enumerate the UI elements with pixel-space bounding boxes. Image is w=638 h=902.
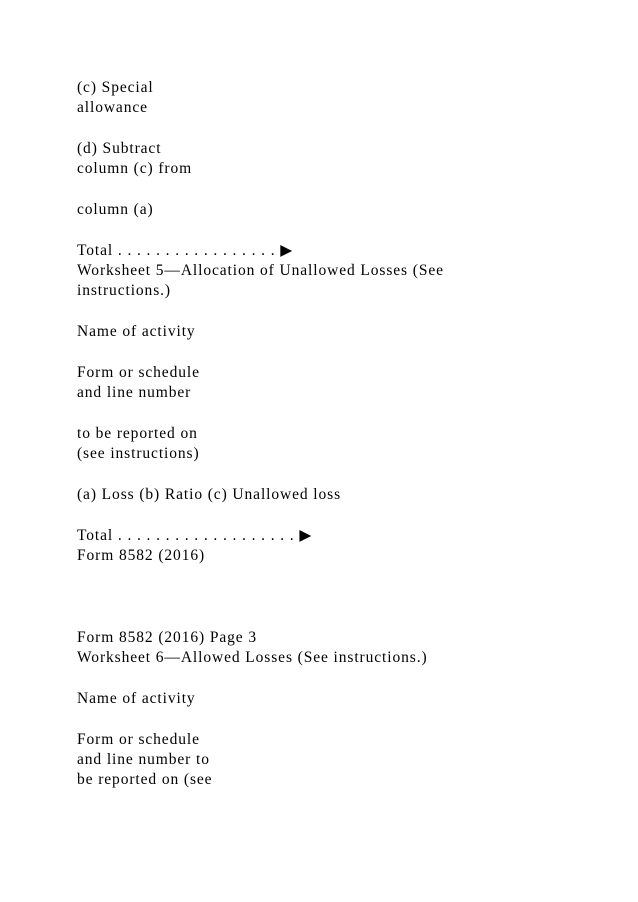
text-line-total-1: Total . . . . . . . . . . . . . . . . . ▶ [77, 242, 294, 259]
text-line-column-c-from: column (c) from [77, 160, 193, 177]
text-line-instructions: instructions.) [77, 282, 171, 299]
text-line-name-of-activity-1: Name of activity [77, 323, 196, 340]
text-line-total-2: Total . . . . . . . . . . . . . . . . . . . ▶ [77, 527, 313, 544]
text-line-form-footer: Form 8582 (2016) [77, 547, 206, 564]
text-line-subtract-label: (d) Subtract [77, 140, 162, 157]
text-line-form-or-schedule-1: Form or schedule [77, 364, 200, 381]
text-line-to-be-reported-on: to be reported on [77, 425, 198, 442]
text-line-worksheet-6-title: Worksheet 6—Allowed Losses (See instructions.) [77, 649, 428, 666]
text-line-page-header: Form 8582 (2016) Page 3 [77, 629, 257, 646]
text-line-allowance: allowance [77, 99, 148, 116]
text-line-name-of-activity-2: Name of activity [77, 690, 196, 707]
text-line-column-headings: (a) Loss (b) Ratio (c) Unallowed loss [77, 486, 342, 503]
text-line-and-line-number-to: and line number to [77, 751, 210, 768]
text-line-worksheet-5-title: Worksheet 5—Allocation of Unallowed Losses (See [77, 262, 444, 279]
text-line-column-a: column (a) [77, 201, 154, 218]
text-line-form-or-schedule-2: Form or schedule [77, 731, 200, 748]
text-line-special-label: (c) Special [77, 79, 154, 96]
text-line-see-instructions: (see instructions) [77, 445, 200, 462]
text-line-be-reported-on-see: be reported on (see [77, 771, 213, 788]
text-line-and-line-number-1: and line number [77, 384, 192, 401]
